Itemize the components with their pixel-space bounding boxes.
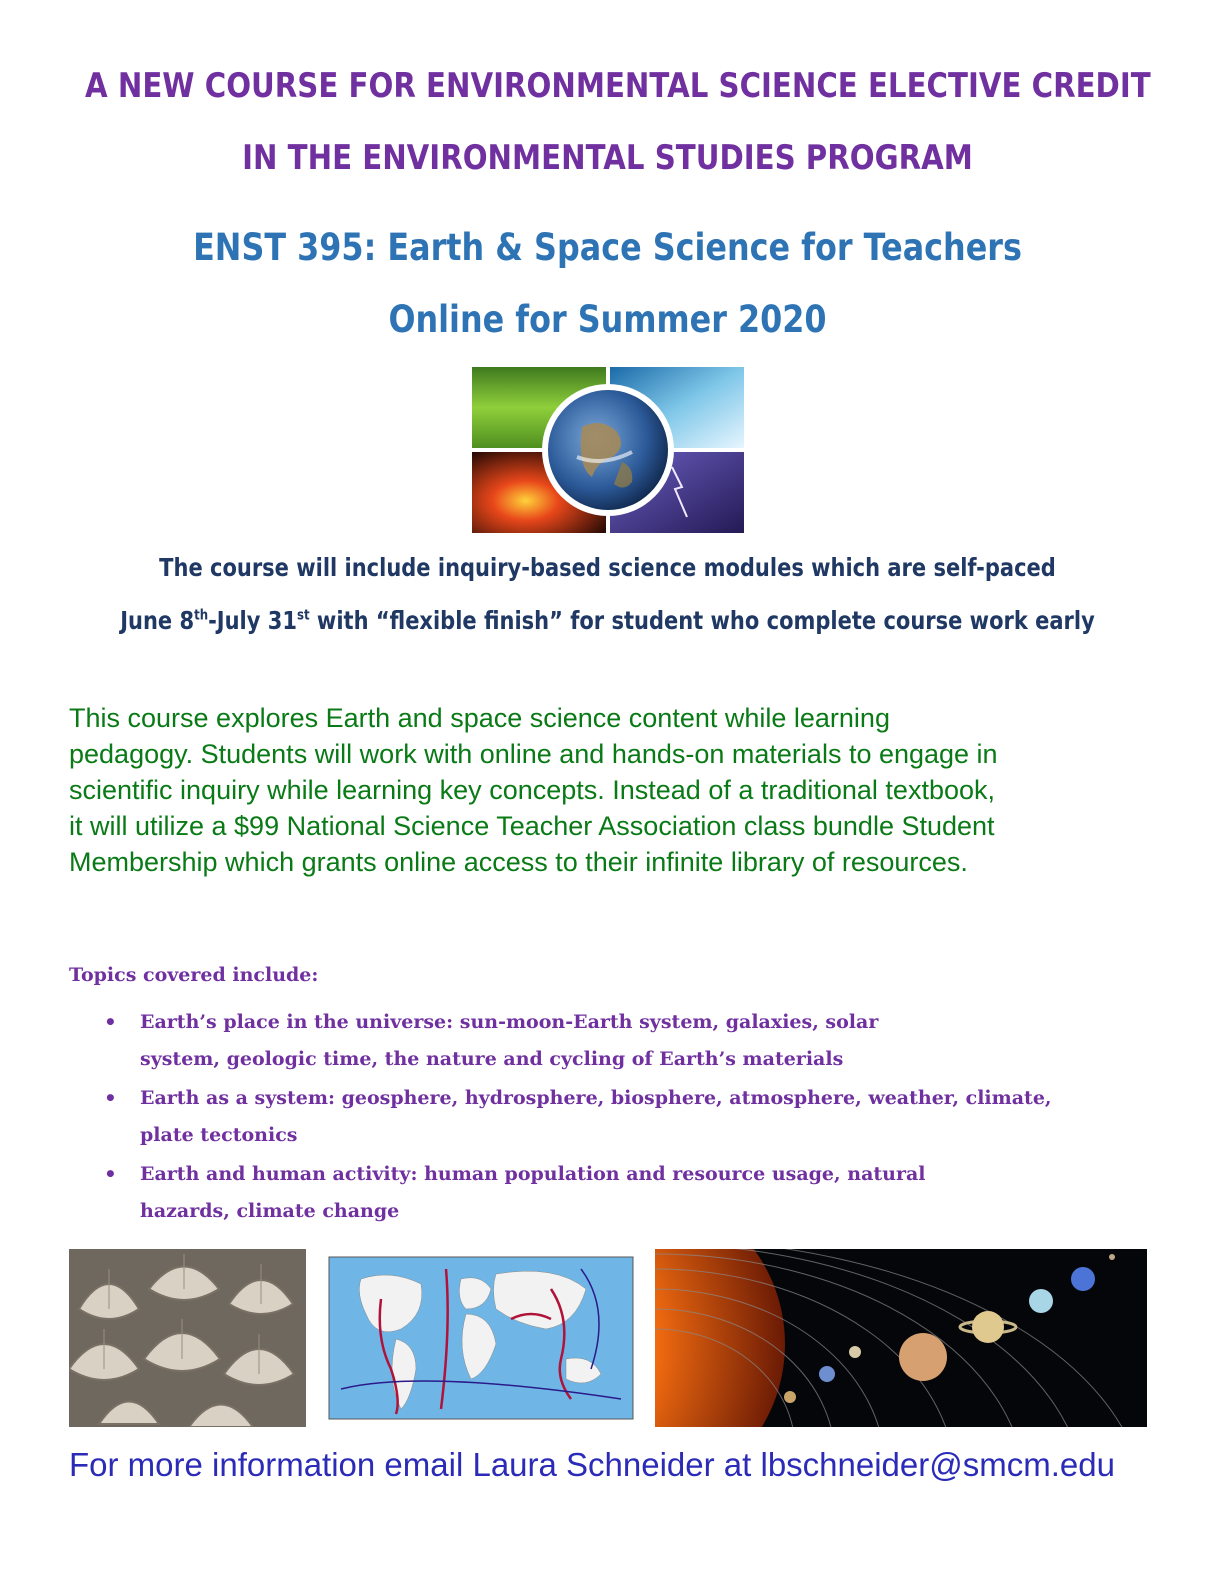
topics-heading: Topics covered include: xyxy=(69,964,319,986)
schedule-line-2 xyxy=(97,606,1118,635)
header-line-2: IN THE ENVIRONMENTAL STUDIES PROGRAM xyxy=(242,138,973,178)
topics-list xyxy=(104,1004,1174,1232)
topic-line: plate tectonics xyxy=(140,1124,298,1146)
schedule-flexible-finish: with “flexible finish” for student who complete course work early xyxy=(309,606,1095,635)
header-line-1: A NEW COURSE FOR ENVIRONMENTAL SCIENCE ELECTIVE CREDIT xyxy=(85,66,1151,106)
solar-system-image xyxy=(655,1249,1147,1427)
topic-line: Earth as a system: geosphere, hydrosphere, biosphere, atmosphere, weather, climate, xyxy=(140,1087,1052,1109)
topic-line: Earth and human activity: human population and resource usage, natural xyxy=(140,1163,926,1185)
topic-item xyxy=(104,1156,1174,1230)
bullet-icon: • xyxy=(104,1162,117,1186)
tectonic-map-image xyxy=(321,1249,641,1427)
topic-line: system, geologic time, the nature and cycling of Earth’s materials xyxy=(140,1048,844,1070)
contact-info: For more information email Laura Schneider at lbschneider@smcm.edu xyxy=(69,1446,1115,1483)
description-line: This course explores Earth and space science content while learning xyxy=(69,703,890,733)
schedule-start-date: June 8 xyxy=(120,606,195,635)
schedule-ordinal-2: st xyxy=(296,607,310,624)
bullet-icon: • xyxy=(104,1010,117,1034)
schedule-line-1: The course will include inquiry-based science modules which are self-paced xyxy=(159,553,1056,582)
topic-item xyxy=(104,1080,1174,1154)
description-line: it will utilize a $99 National Science Teacher Association class bundle Student xyxy=(69,811,995,841)
description-line: scientific inquiry while learning key concepts. Instead of a traditional textbook, xyxy=(69,775,996,805)
schedule-end-date: -July 31 xyxy=(208,606,297,635)
course-subtitle: Online for Summer 2020 xyxy=(388,298,827,341)
seashells-image xyxy=(69,1249,306,1427)
description-line: Membership which grants online access to their infinite library of resources. xyxy=(69,847,968,877)
topic-line: Earth’s place in the universe: sun-moon-Earth system, galaxies, solar xyxy=(140,1011,879,1033)
course-title: ENST 395: Earth & Space Science for Teachers xyxy=(193,226,1022,269)
bullet-icon: • xyxy=(104,1086,117,1110)
topic-line: hazards, climate change xyxy=(140,1200,400,1222)
earth-collage-image xyxy=(472,367,744,533)
schedule-ordinal-1: th xyxy=(194,607,209,624)
topic-item xyxy=(104,1004,1174,1078)
course-description xyxy=(69,700,1159,880)
description-line: pedagogy. Students will work with online and hands-on materials to engage in xyxy=(69,739,998,769)
